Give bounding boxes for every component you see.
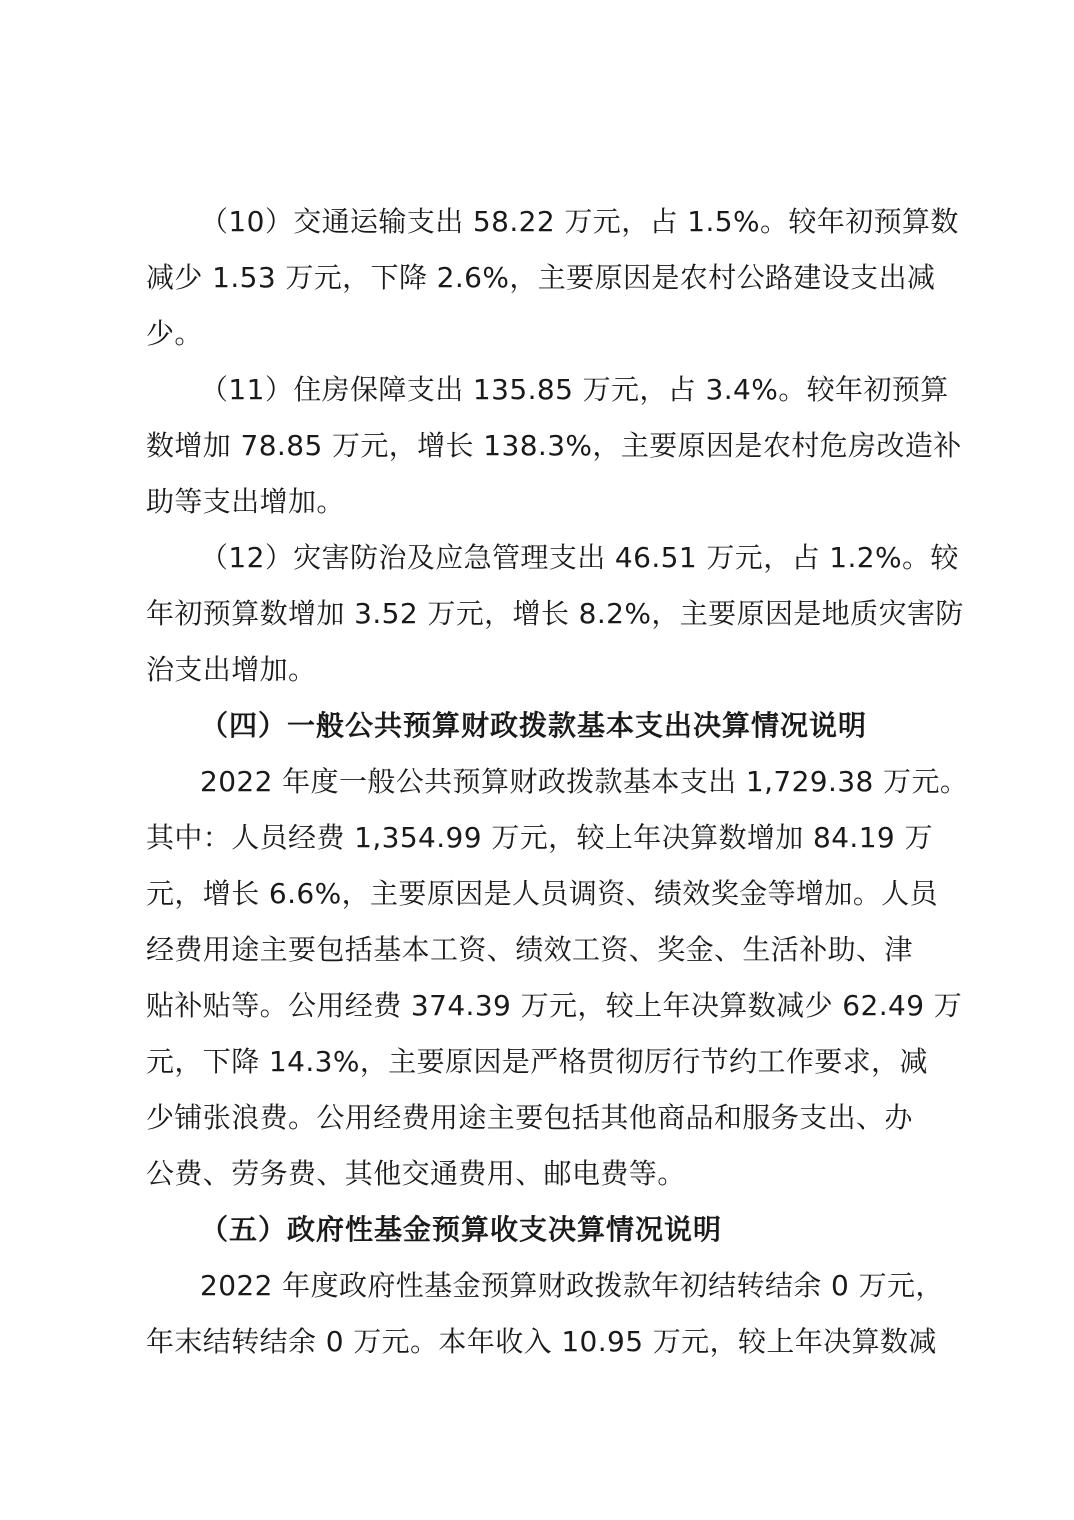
paragraph-12-line-2: 年初预算数增加 3.52 万元，增长 8.2%，主要原因是地质灾害防	[146, 597, 964, 630]
paragraph-11-line-2: 数增加 78.85 万元，增长 138.3%，主要原因是农村危房改造补	[146, 429, 962, 462]
basic-expenditure-line-4: 经费用途主要包括基本工资、绩效工资、奖金、生活补助、津	[146, 933, 913, 966]
basic-expenditure-line-1: 2022 年度一般公共预算财政拨款基本支出 1,729.38 万元。	[200, 765, 969, 798]
basic-expenditure-line-6: 元，下降 14.3%，主要原因是严格贯彻厉行节约工作要求，减	[146, 1045, 928, 1078]
paragraph-10-line-3: 少。	[146, 317, 203, 350]
basic-expenditure-line-7: 少铺张浪费。公用经费用途主要包括其他商品和服务支出、办	[146, 1101, 913, 1134]
section-heading-4: （四）一般公共预算财政拨款基本支出决算情况说明	[200, 709, 868, 742]
government-fund-line-2: 年末结转结余 0 万元。本年收入 10.95 万元，较上年决算数减	[146, 1325, 937, 1358]
paragraph-11-line-1: （11）住房保障支出 135.85 万元，占 3.4%。较年初预算	[200, 373, 949, 406]
section-heading-5: （五）政府性基金预算收支决算情况说明	[200, 1213, 723, 1246]
paragraph-12-line-1: （12）灾害防治及应急管理支出 46.51 万元，占 1.2%。较	[200, 541, 959, 574]
basic-expenditure-line-5: 贴补贴等。公用经费 374.39 万元，较上年决算数减少 62.49 万	[146, 989, 963, 1022]
paragraph-12-line-3: 治支出增加。	[146, 653, 317, 686]
basic-expenditure-line-3: 元，增长 6.6%，主要原因是人员调资、绩效奖金等增加。人员	[146, 877, 939, 910]
basic-expenditure-line-8: 公费、劳务费、其他交通费用、邮电费等。	[146, 1157, 686, 1190]
government-fund-line-1: 2022 年度政府性基金预算财政拨款年初结转结余 0 万元，	[200, 1269, 944, 1302]
basic-expenditure-line-2: 其中：人员经费 1,354.99 万元，较上年决算数增加 84.19 万	[146, 821, 933, 854]
paragraph-10-line-2: 减少 1.53 万元，下降 2.6%，主要原因是农村公路建设支出减	[146, 261, 936, 294]
paragraph-10-line-1: （10）交通运输支出 58.22 万元，占 1.5%。较年初预算数	[200, 205, 959, 238]
paragraph-11-line-3: 助等支出增加。	[146, 485, 345, 518]
